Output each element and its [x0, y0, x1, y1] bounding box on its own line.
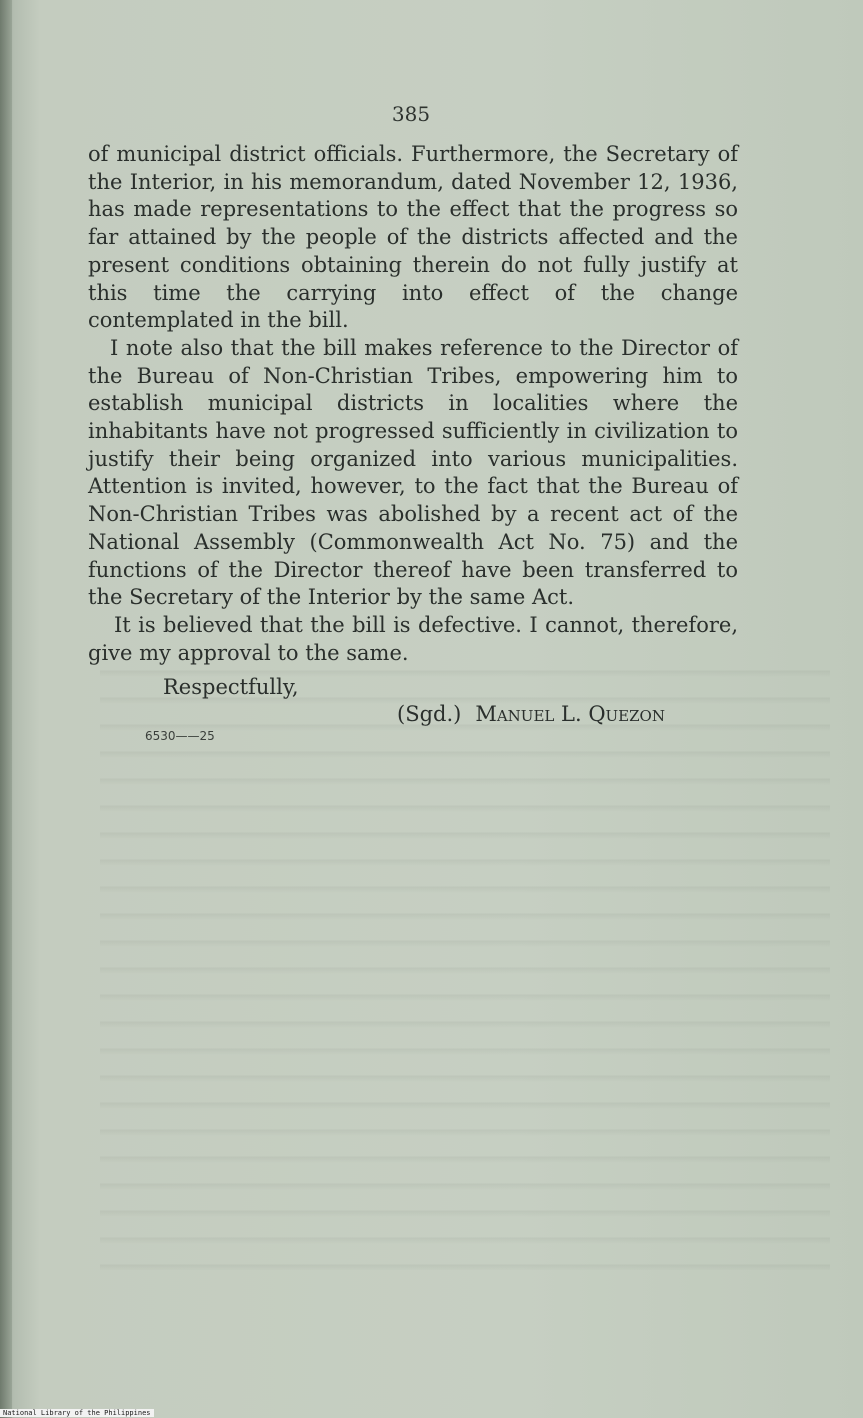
- signatory-name: Manuel L. Quezon: [475, 702, 665, 726]
- paragraph-1: of municipal district officials. Furthermore, the Secretary of the Interior, in his memorandum, dated November 12, 1936, has made representations to the effect that the progress so far attained by the people of the districts affected and the present conditions obtaining therein do not fully justify at this time the carrying into effect of the change contemplated in the bill.: [88, 142, 738, 333]
- bleed-through-text: [100, 650, 830, 1270]
- footer-credit: National Library of the Philippines: [0, 1409, 154, 1417]
- printer-code: 6530——25: [145, 729, 215, 743]
- book-spine-shadow: [0, 0, 12, 1418]
- signature-prefix: (Sgd.): [397, 702, 462, 726]
- page-number: 385: [391, 102, 431, 126]
- paragraph-2: I note also that the bill makes reference to the Director of the Bureau of Non-Christian Tribes, empowering him to establish municipal districts in localities where the inhabitants have not progressed sufficiently in civilization to justify their being organized into various municipalities. Attention is invited, however, to the fact that the Bureau of Non-Christian Tribes was abolished by a recent act of the National Assembly (Commonwealth Act No. 75) and the functions of the Director thereof have been transferred to the Secretary of the Interior by the same Act.: [88, 335, 738, 610]
- paragraph-3: It is believed that the bill is defective. I cannot, therefore, give my approval to the same.: [88, 612, 738, 665]
- signature-line: [397, 702, 665, 726]
- closing-salutation: Respectfully,: [163, 675, 299, 699]
- body-text: [88, 141, 738, 667]
